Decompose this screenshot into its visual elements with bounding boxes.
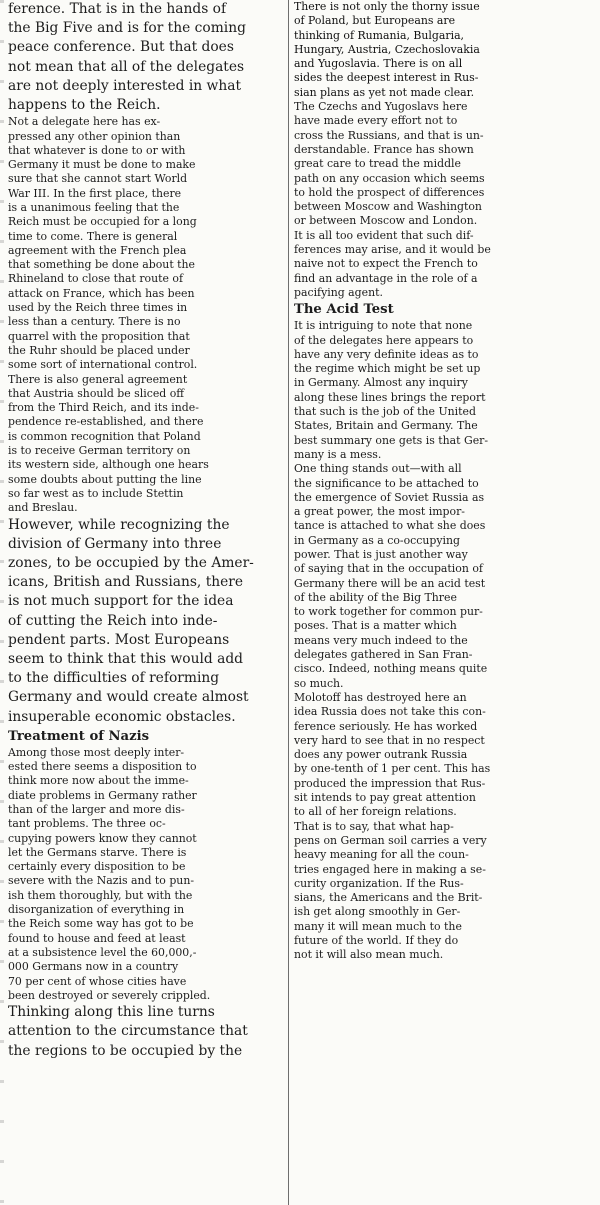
paragraph: Thinking along this line turns attention to the circumstance that the regions to be occupied by the [8, 1004, 248, 1059]
paragraph: However, while recognizing the division of Germany into three zones, to be occupied by the Amer- icans, British and Russians, there is not much support for the idea of cutting the Reich into inde- pendent parts. Most Europeans seem to think that this would add to the difficulties of reforming Germany and would create almost insuperable economic obstacles. [8, 516, 254, 725]
paragraph: It is intriguing to note that none of the delegates here appears to have any very definite ideas as to the regime which might be set up in Germany. Almost any inquiry along these lines brings the report that such is the job of the United States, Britain and Germany. The best summary one gets is that Ger- many is a mess. [294, 319, 489, 461]
column-divider [288, 0, 289, 1205]
paragraph: The Czechs and Yugoslavs here have made every effort not to cross the Russians, and that is un- derstandable. France has shown great care to tread the middle path on any occasion which seems to hold the prospect of differences between Moscow and Washington or between Moscow and London. It is all too evident that such dif- ferences may arise, and it would be naive not to expect the French to find an advantage in the role of a pacifying agent. [294, 100, 491, 299]
paragraph: Not a delegate here has ex- pressed any other opinion than that whatever is done to or with Germany it must be done to make sure that she cannot start World War III. In the first place, there is a unanimous feeling that the Reich must be occupied for a long time to come. There is general agreement with the French plea that something be done about the Rhineland to close that route of attack on France, which has been used by the Reich three times in less than a century. There is no quarrel with the proposition that the Ruhr should be placed under some sort of international control. [8, 115, 198, 372]
left-column [6, 0, 286, 1061]
paragraph: One thing stands out—with all the significance to be attached to the emergence of Soviet Russia as a great power, the most impor- tance is attached to what she does in Germany as a co-occupying power. That is just another way of saying that in the occupation of Germany there will be an acid test of the ability of the Big Three to work together for common pur- poses. That is a matter which means very much indeed to the delegates gathered in San Fran- cisco. Indeed, nothing means quite so much. [294, 462, 488, 690]
section-heading-the-acid-test: The Acid Test [294, 302, 394, 318]
paragraph: Among those most deeply inter- ested there seems a disposition to think more now about the imme- diate problems in Germany rather than of the larger and more dis- tant problems. The three oc- cupying powers know they cannot let the Germans starve. There is certainly every disposition to be severe with the Nazis and to pun- ish them thoroughly, but with the disorganization of everything in the Reich some way has got to be found to house and feed at least at a subsistence level the 60,000,- 000 Germans now in a country 70 per cent of whose cities have been destroyed or severely crippled. [8, 745, 211, 1002]
paragraph: ference. That is in the hands of the Big Five and is for the coming peace conference. But that does not mean that all of the delegates are not deeply interested in what happens to the Reich. [8, 1, 246, 114]
paragraph: Molotoff has destroyed here an idea Russia does not take this con- ference seriously. He has worked very hard to see that in no respect does any power outrank Russia by one-tenth of 1 per cent. This has produced the impression that Rus- sit intends to pay great attention to all of her foreign relations. [294, 690, 491, 819]
paragraph: There is not only the thorny issue of Poland, but Europeans are thinking of Rumania, Bulgaria, Hungary, Austria, Czechoslovakia and Yugoslavia. There is on all sides the deepest interest in Rus- sian plans as yet not made clear. [294, 0, 480, 99]
left-edge-print-marks [0, 0, 4, 1205]
right-column [294, 0, 594, 963]
paragraph: There is also general agreement that Austria should be sliced off from the Third Reich, and its inde- pendence re-established, and there is common recognition that Poland is to receive German territory on its western side, although one hears some doubts about putting the line so far west as to include Stettin and Breslau. [8, 372, 209, 515]
paragraph: That is to say, that what hap- pens on German soil carries a very heavy meaning for all the coun- tries engaged here in making a se- curity organization. If the Rus- sians, the Americans and the Brit- ish get along smoothly in Ger- many it will mean much to the future of the world. If they do not it will also mean much. [294, 819, 487, 962]
section-heading-treatment-of-nazis: Treatment of Nazis [8, 728, 150, 744]
